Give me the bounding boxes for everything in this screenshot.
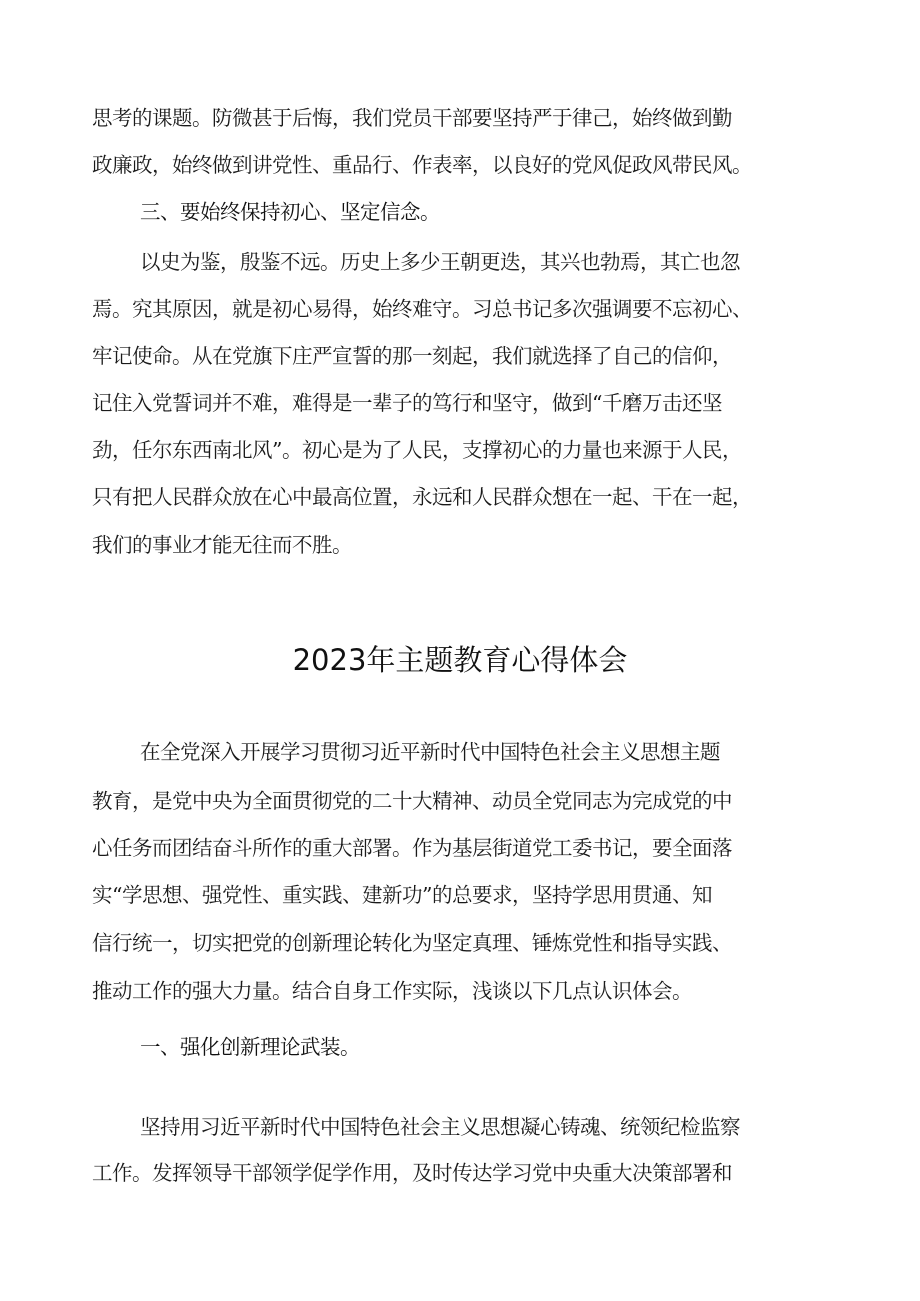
paragraph-line: 坚持用习近平新时代中国特色社会主义思想凝心铸魂、统领纪检监察 [140, 1115, 740, 1139]
paragraph-line: 心任务而团结奋斗所作的重大部署。作为基层街道党工委书记，要全面落 [92, 836, 732, 860]
paragraph-line: 我们的事业才能无往而不胜。 [92, 533, 352, 557]
article-title: 2023年主题教育心得体会 [292, 643, 628, 677]
paragraph-line: 焉。究其原因，就是初心易得，始终难守。习总书记多次强调要不忘初心、 [92, 297, 752, 321]
paragraph-line: 只有把人民群众放在心中最高位置，永远和人民群众想在一起、干在一起， [92, 485, 752, 509]
section-heading-3: 三、要始终保持初心、坚定信念。 [140, 200, 440, 224]
paragraph-line: 信行统一，切实把党的创新理论转化为坚定真理、锤炼党性和指导实践、 [92, 931, 732, 955]
paragraph-line: 教育，是党中央为全面贯彻党的二十大精神、动员全党同志为完成党的中 [92, 789, 732, 813]
paragraph-line: 思考的课题。防微甚于后悔，我们党员干部要坚持严于律己，始终做到勤 [92, 106, 732, 130]
paragraph-line: 政廉政，始终做到讲党性、重品行、作表率，以良好的党风促政风带民风。 [92, 153, 752, 177]
paragraph-line: 牢记使命。从在党旗下庄严宣誓的那一刻起，我们就选择了自己的信仰， [92, 344, 732, 368]
section-heading-1: 一、强化创新理论武装。 [140, 1035, 360, 1059]
paragraph-line: 推动工作的强大力量。结合自身工作实际，浅谈以下几点认识体会。 [92, 979, 692, 1003]
paragraph-line: 劲，任尔东西南北风”。初心是为了人民，支撑初心的力量也来源于人民， [92, 438, 742, 462]
paragraph-line: 记住入党誓词并不难，难得是一辈子的笃行和坚守，做到“千磨万击还坚 [92, 391, 722, 415]
paragraph-line: 以史为鉴，殷鉴不远。历史上多少王朝更迭，其兴也勃焉，其亡也忽 [140, 250, 740, 274]
paragraph-line: 在全党深入开展学习贯彻习近平新时代中国特色社会主义思想主题 [140, 740, 720, 764]
paragraph-line: 实“学思想、强党性、重实践、建新功”的总要求，坚持学思用贯通、知 [92, 883, 712, 907]
paragraph-line: 工作。发挥领导干部领学促学作用，及时传达学习党中央重大决策部署和 [92, 1161, 732, 1185]
